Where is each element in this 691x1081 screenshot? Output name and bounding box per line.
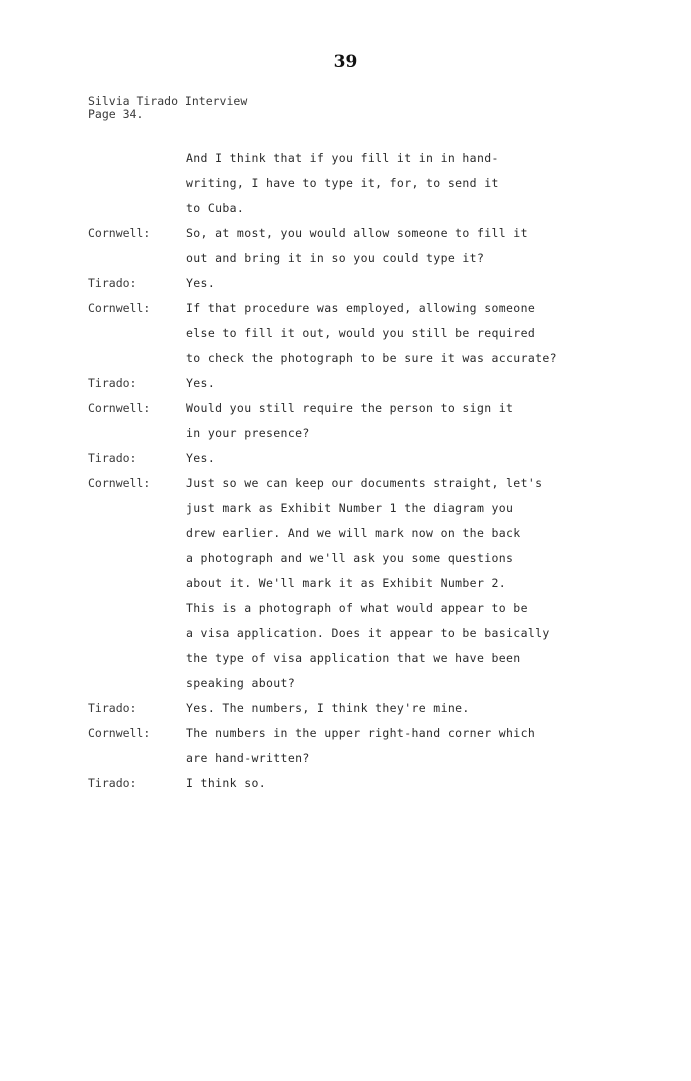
text-line: If that procedure was employed, allowing someone xyxy=(186,301,536,315)
text-line: speaking about? xyxy=(186,676,296,690)
speaker-label: Cornwell: xyxy=(88,301,151,315)
transcript-entry xyxy=(88,471,678,696)
transcript-entry xyxy=(88,146,678,221)
text-line: I think so. xyxy=(186,776,267,790)
speaker-label: Cornwell: xyxy=(88,226,151,240)
text-line: The numbers in the upper right-hand corner which xyxy=(186,726,536,740)
text-line: And I think that if you fill it in in hand- xyxy=(186,151,499,165)
text-line: Yes. xyxy=(186,376,216,390)
speaker-label: Cornwell: xyxy=(88,476,151,490)
entry-text xyxy=(186,721,678,771)
text-line: out and bring it in so you could type it? xyxy=(186,251,485,265)
text-line: a photograph and we'll ask you some questions xyxy=(186,551,514,565)
speaker-label xyxy=(88,146,186,221)
transcript-entry xyxy=(88,371,678,396)
text-line: So, at most, you would allow someone to fill it xyxy=(186,226,528,240)
page-number: 39 xyxy=(333,52,358,72)
transcript-entry xyxy=(88,771,678,796)
entry-text xyxy=(186,396,678,446)
text-line: about it. We'll mark it as Exhibit Number 2. xyxy=(186,576,507,590)
transcript-entry xyxy=(88,696,678,721)
entry-text xyxy=(186,296,678,371)
text-line: Would you still require the person to sign it xyxy=(186,401,514,415)
text-line: in your presence? xyxy=(186,426,310,440)
speaker-label: Tirado: xyxy=(88,276,137,290)
entry-text xyxy=(186,771,678,796)
entry-text xyxy=(186,696,678,721)
text-line: writing, I have to type it, for, to send it xyxy=(186,176,499,190)
transcript-entry xyxy=(88,721,678,771)
entry-text xyxy=(186,446,678,471)
speaker-label: Cornwell: xyxy=(88,726,151,740)
transcript-entry xyxy=(88,446,678,471)
transcript-entry xyxy=(88,271,678,296)
speaker-label: Tirado: xyxy=(88,701,137,715)
text-line: just mark as Exhibit Number 1 the diagram you xyxy=(186,501,514,515)
header-page-ref: Page 34. xyxy=(88,107,144,121)
speaker-label: Tirado: xyxy=(88,776,137,790)
entry-text xyxy=(186,221,678,271)
text-line: This is a photograph of what would appear to be xyxy=(186,601,528,615)
entry-text xyxy=(186,471,678,696)
header-title: Silvia Tirado Interview xyxy=(88,94,248,108)
speaker-label: Cornwell: xyxy=(88,401,151,415)
transcript-entry xyxy=(88,221,678,271)
transcript-entry xyxy=(88,296,678,371)
entry-text xyxy=(186,371,678,396)
speaker-label: Tirado: xyxy=(88,376,137,390)
text-line: Yes. The numbers, I think they're mine. xyxy=(186,701,470,715)
text-line: Yes. xyxy=(186,451,216,465)
text-line: are hand-written? xyxy=(186,751,310,765)
text-line: Just so we can keep our documents straight, let's xyxy=(186,476,543,490)
text-line: to Cuba. xyxy=(186,201,245,215)
text-line: to check the photograph to be sure it was accurate? xyxy=(186,351,557,365)
text-line: Yes. xyxy=(186,276,216,290)
text-line: drew earlier. And we will mark now on the back xyxy=(186,526,521,540)
text-line: else to fill it out, would you still be required xyxy=(186,326,536,340)
text-line: the type of visa application that we have been xyxy=(186,651,521,665)
speaker-label: Tirado: xyxy=(88,451,137,465)
transcript xyxy=(88,146,678,796)
document-header xyxy=(88,95,247,121)
transcript-entry xyxy=(88,396,678,446)
entry-text xyxy=(186,146,678,221)
text-line: a visa application. Does it appear to be basically xyxy=(186,626,550,640)
entry-text xyxy=(186,271,678,296)
